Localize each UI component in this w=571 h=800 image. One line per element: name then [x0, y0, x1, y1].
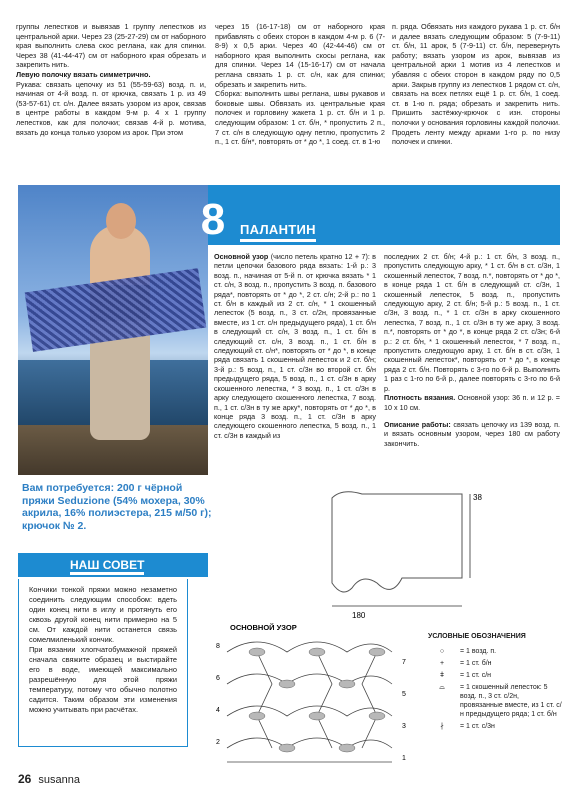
page-number: 26 — [18, 772, 32, 786]
pattern-right-column — [384, 252, 560, 448]
legend-text: = 1 ст. с/н — [460, 672, 492, 679]
legend-text: = 1 скошенный лепесток: 5 возд. п., 3 ст. с/2н, провязанные вместе, из 1 ст. с/н предыдущего ряда; 1 ст. б/н — [460, 684, 562, 718]
model-photo — [18, 185, 208, 475]
top-right-column — [392, 22, 560, 147]
top-middle-column — [215, 22, 385, 147]
work-lead: Описание работы: — [384, 419, 451, 429]
density-text: Основной узор: 36 п. и 12 р. = 10 х 10 см. — [384, 393, 560, 412]
row-number: 4 — [216, 707, 220, 714]
double-crochet-icon: ǂ — [439, 672, 445, 679]
pattern-lead: Основной узор — [214, 252, 269, 261]
section-title-text: ПАЛАНТИН — [240, 222, 316, 242]
magazine-brand: susanna — [38, 774, 81, 786]
photo-head — [106, 203, 136, 239]
paragraph: Рукава: связать цепочку из 51 (55-59-63) возд. п. и, начиная от 4-й возд. п. от крючка, связать 1 р. из 49 (53-57-61) ст. с/н. Далее вязать узором из арок, связав в центре работы в каждом 9-м р. 4 х 1 группу лепестков, как для полочки; связав 4-й р. мотива, вязать до конца только узором из арок. При этом — [16, 79, 206, 137]
top-left-column — [16, 22, 206, 137]
advice-box — [18, 579, 188, 747]
advice-paragraph: При вязании хлопчатобумажной пряжей сначала свяжите образец и выстирайте его в воде, имеющей максимально разрешённую для этой пряжи температуру, потому что обычно полотно садится. Таким образом эти изменения можно учитывать при расчётах. — [29, 645, 177, 714]
triple-crochet-icon: ∤ — [440, 723, 444, 730]
chart-petals — [249, 648, 385, 752]
row-number: 3 — [402, 723, 406, 730]
chart-legend — [428, 632, 563, 734]
legend-text: = 1 ст. б/н — [460, 660, 492, 667]
pattern-text-continued: последних 2 ст. б/н; 4-й р.: 1 ст. б/н, 3 возд. п., пропустить следующую арку, * 1 ст. б/н в ст. с/3н, 1 скошенный лепесток, 7 возд. п.*, повторять от * до *, в конце ряда 1 ст. б/н в следующий ст. с/3н, 1 скошенный лепесток, 5 возд. п., пропустить следующую арку, 2 ст. б/н; 5-й р.: 5 возд. п., 1 ст. с/3н, 3 возд. п., * 1 ст. с/3н в арку скошенного лепестка, 7 возд. п., 1 ст. с/3н в ту же арку, 3 возд. п.*, повторять от * до *, в конце ряда 2 ст. с/3н; 6-й р.: 2 ст. б/н, * 1 скошенный лепесток, * 7 возд. п., пропустить следующую арку, 1 ст. б/н в ст. с/3н, 1 скошенный лепесток*, повторять от * до *, в конце ряда 2 ст. б/н. Повторять с 3-го по 6-й р. Выполнить 1 раз с 1-го по 6-й р., далее повторять с 3-го по 6-й р. — [384, 252, 560, 393]
photo-shawl — [25, 268, 207, 352]
chain-stitch-icon: ○ — [439, 648, 445, 655]
legend-text: = 1 возд. п. — [460, 648, 497, 655]
advice-title — [70, 558, 144, 572]
pattern-left-column — [214, 252, 376, 440]
advice-paragraph: Кончики тонкой пряжи можно незаметно соединить следующим способом: вдеть один конец нити в иглу и протянуть его сквозь другой конец нити примерно на 5 см. От каждой нити останется связь сомелмиленький кончик. — [29, 585, 177, 644]
stitch-chart — [212, 622, 412, 772]
scarf-outline — [332, 492, 462, 592]
work-text: связать цепочку из 139 возд. п. и вязать основным узором, через 180 см работу закончить. — [384, 419, 560, 448]
legend-item — [428, 659, 563, 668]
row-number: 7 — [402, 659, 406, 666]
legend-item — [428, 722, 563, 731]
legend-item — [428, 671, 563, 680]
row-number: 2 — [216, 739, 220, 746]
section-number: 8 — [200, 195, 226, 244]
legend-text: = 1 ст. с/3н — [460, 723, 495, 730]
width-label: 38 — [473, 493, 482, 502]
row-number: 6 — [216, 675, 220, 682]
legend-item — [428, 683, 563, 719]
row-number: 8 — [216, 643, 220, 650]
pattern-text: (число петель кратно 12 + 7): в петли цепочки базового ряда вязать: 1-й р.: 3 возд. п., начиная от 5-й п. от крючка вязать * 1 ст. с/н, 3 возд. п., пропустить 3 возд. п. базового ряда*, повторять от * до *, 2 ст. с/н; 2-й р.: по 1 ст. б/н в каждый из 2 ст. с/н, * 1 скошенный лепесток (5 возд. п., 3 ст. с/2н, провязанные вместе, из 1 ст. с/н предыдущего ряда), 1 ст. б/н в следующий ст. с/н, 3 возд. п., 1 ст. б/н в следующий ст. с/н, 3 возд. п., 1 ст. б/н в следующий ст. с/н*, повторять от * до *, в конце ряда связать 1 скошенный лепесток и 2 ст. б/н; 3-й р.: 5 возд. п., 1 ст. с/3н во второй ст. б/н предыдущего ряда, 5 возд. п., 1 ст. с/3н в арку скошенного лепестка, * 3 возд. п., 1 ст. с/3н в арку следующего скошенного лепестка, 7 возд. п., 1 ст. с/3н в ту же арку*, повторять от * до *, в конце ряда 3 возд. п., 1 ст. с/3н в арку следующего скошенного лепестка, 5 возд. п., 1 ст. с/3н в каждый из — [214, 252, 377, 440]
page-footer — [18, 772, 80, 786]
legend-title: УСЛОВНЫЕ ОБОЗНАЧЕНИЯ — [428, 633, 526, 640]
paragraph: через 15 (16-17-18) см от наборного края прибавлять с обеих сторон в каждом 4-м р. 6 (7-8-9) х 0,5 арки. Через 40 (42-44-46) см от наборного края выполнить скосы реглана, как для спинки. Через 14 (15-16-17) см от начала реглана связать 1 р. ст. с/н, как для спинки; обрезать и закрепить нить. — [215, 22, 385, 89]
density-lead: Плотность вязания. — [384, 393, 456, 403]
slanted-petal-icon: ⌓ — [439, 684, 445, 691]
legend-item — [428, 647, 563, 656]
chart-arches — [227, 642, 392, 762]
row-number: 1 — [402, 755, 406, 762]
paragraph: Сборка: выполнить швы реглана, швы рукавов и боковые швы. Обвязать из. центральные края полочек и горловину жакета 1 р. ст. б/н и 1 р. следующим образом: 1 ст. б/н, * пропустить 2 п., 7 ст. с/н в следующую одну петлю, пропустить 2 п., 1 ст. б/н*, повторять от * до *, 1 соед. ст. в 1-ю — [215, 89, 385, 147]
chart-title: ОСНОВНОЙ УЗОР — [230, 623, 297, 632]
paragraph: группы лепестков и вывязав 1 группу лепестков из центральной арки. Через 23 (25-27-29) см от наборного края выполнить слева скос реглана, как для спинки. Через 38 (41-44-47) см от наборного края обрезать и закрепить нить. — [16, 22, 206, 70]
row-number: 5 — [402, 691, 406, 698]
length-label: 180 — [352, 611, 366, 620]
paragraph: Левую полочку вязать симметрично. — [16, 69, 151, 79]
paragraph: п. ряда. Обвязать низ каждого рукава 1 р. ст. б/н и далее вязать следующим образом: 5 (7-9-11) ст. б/н, 11 арок, 5 (7-9-11) ст. б/н, перевернуть работу; вязать узором из арок, вывязав из центральной арки 1 мотив из 4 лепестков и убавляя с обеих сторон в каждом ряду по 0,5 арки. Закрыв группу из лепестков 1 рядом ст. с/н, связать на всех петлях ещё 1 р. ст. б/н, 1 соед. ст. в 1-ю п. ряда; обрезать и закрепить нить. Пришить застёжку-крючок с изн. стороны полочки у основания горловины каждой полочки. Продеть ленту между арками 1-го р. по низу полочек и спинки. — [392, 22, 560, 147]
advice-title-text: НАШ СОВЕТ — [70, 558, 144, 575]
single-crochet-icon: + — [439, 660, 445, 667]
scarf-schematic — [322, 478, 482, 628]
materials-needed: Вам потребуется: 200 г чёрной пряжи Seduzione (54% мохера, 30% акрила, 16% полиэстера, 215 м/50 г); крючок № 2. — [22, 482, 212, 532]
section-title — [240, 222, 316, 237]
